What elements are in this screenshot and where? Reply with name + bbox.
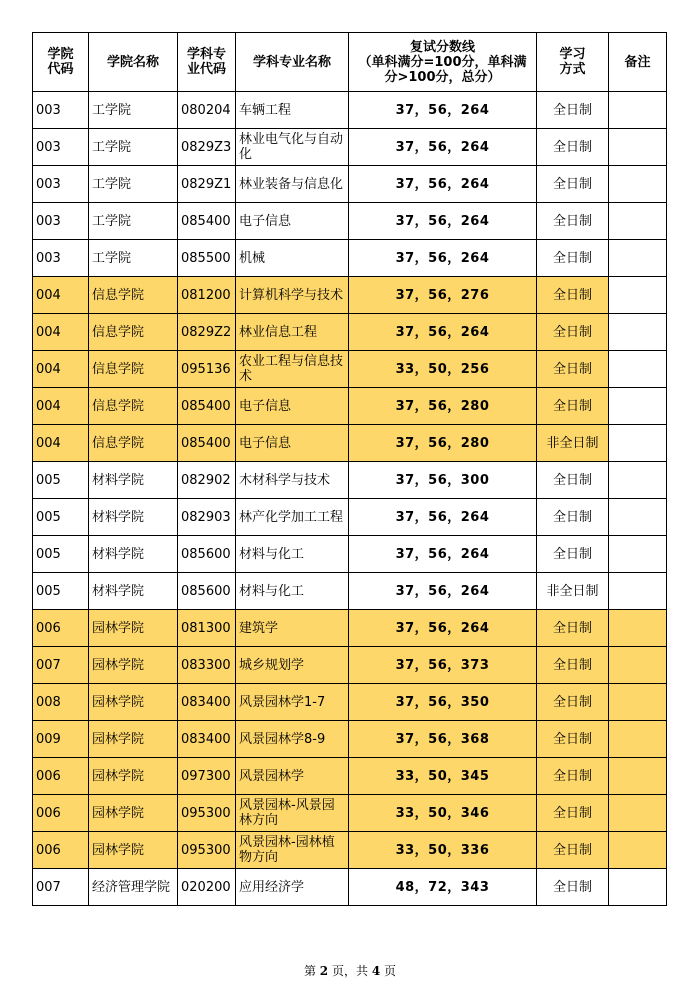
table-row xyxy=(33,425,667,462)
cell-score-line: 48，72，343 xyxy=(349,869,537,906)
cell-major-code: 082903 xyxy=(178,499,236,536)
cell-major-name: 林业电气化与自动化 xyxy=(236,129,349,166)
table-row xyxy=(33,795,667,832)
table-row xyxy=(33,388,667,425)
cell-college-name: 园林学院 xyxy=(89,795,178,832)
cell-note xyxy=(609,536,667,573)
table-row xyxy=(33,129,667,166)
cell-score-line: 37，56，264 xyxy=(349,203,537,240)
header-major-code: 学科专 业代码 xyxy=(178,33,236,92)
cell-college-name: 工学院 xyxy=(89,240,178,277)
cell-note xyxy=(609,869,667,906)
cell-note xyxy=(609,684,667,721)
cell-major-code: 085400 xyxy=(178,388,236,425)
cell-major-code: 083300 xyxy=(178,647,236,684)
cell-college-name: 信息学院 xyxy=(89,314,178,351)
table-row xyxy=(33,721,667,758)
cell-major-name: 风景园林学1-7 xyxy=(236,684,349,721)
cell-college-code: 004 xyxy=(33,351,89,388)
cell-college-code: 005 xyxy=(33,573,89,610)
cell-college-code: 005 xyxy=(33,462,89,499)
cell-college-name: 园林学院 xyxy=(89,832,178,869)
cell-note xyxy=(609,277,667,314)
cell-score-line: 37，56，264 xyxy=(349,129,537,166)
header-major-name: 学科专业名称 xyxy=(236,33,349,92)
cell-note xyxy=(609,92,667,129)
cell-major-name: 车辆工程 xyxy=(236,92,349,129)
cell-major-code: 081300 xyxy=(178,610,236,647)
table-body xyxy=(33,92,667,906)
cell-major-code: 0829Z1 xyxy=(178,166,236,203)
cell-college-name: 信息学院 xyxy=(89,351,178,388)
cell-college-code: 007 xyxy=(33,869,89,906)
cell-college-name: 材料学院 xyxy=(89,462,178,499)
cell-major-code: 0829Z2 xyxy=(178,314,236,351)
cell-college-name: 经济管理学院 xyxy=(89,869,178,906)
cell-major-name: 应用经济学 xyxy=(236,869,349,906)
cell-note xyxy=(609,758,667,795)
cell-major-name: 林业装备与信息化 xyxy=(236,166,349,203)
cell-major-code: 083400 xyxy=(178,684,236,721)
cell-note xyxy=(609,795,667,832)
cell-major-name: 林业信息工程 xyxy=(236,314,349,351)
cell-note xyxy=(609,240,667,277)
cell-study-mode: 全日制 xyxy=(537,129,609,166)
footer-middle: 页，共 xyxy=(331,964,368,978)
cell-college-code: 003 xyxy=(33,240,89,277)
cell-score-line: 37，56，264 xyxy=(349,610,537,647)
cell-study-mode: 全日制 xyxy=(537,314,609,351)
cell-college-name: 园林学院 xyxy=(89,684,178,721)
cell-college-name: 园林学院 xyxy=(89,758,178,795)
cell-major-name: 电子信息 xyxy=(236,203,349,240)
score-table xyxy=(32,32,667,906)
table-row xyxy=(33,499,667,536)
cell-major-name: 风景园林-风景园林方向 xyxy=(236,795,349,832)
cell-major-name: 材料与化工 xyxy=(236,536,349,573)
cell-study-mode: 全日制 xyxy=(537,647,609,684)
cell-study-mode: 全日制 xyxy=(537,610,609,647)
table-row xyxy=(33,203,667,240)
cell-score-line: 37，56，280 xyxy=(349,425,537,462)
table-row xyxy=(33,277,667,314)
cell-major-code: 085400 xyxy=(178,425,236,462)
table-row xyxy=(33,314,667,351)
cell-college-code: 006 xyxy=(33,795,89,832)
cell-score-line: 37，56，264 xyxy=(349,314,537,351)
table-row xyxy=(33,462,667,499)
cell-major-name: 风景园林-园林植物方向 xyxy=(236,832,349,869)
header-college-name: 学院名称 xyxy=(89,33,178,92)
cell-study-mode: 全日制 xyxy=(537,203,609,240)
cell-major-name: 农业工程与信息技术 xyxy=(236,351,349,388)
cell-major-code: 095136 xyxy=(178,351,236,388)
table-row xyxy=(33,536,667,573)
cell-major-name: 风景园林学 xyxy=(236,758,349,795)
cell-college-name: 信息学院 xyxy=(89,388,178,425)
footer-prefix: 第 xyxy=(303,964,316,978)
cell-college-name: 园林学院 xyxy=(89,721,178,758)
cell-score-line: 37，56，264 xyxy=(349,536,537,573)
table-row xyxy=(33,610,667,647)
header-note: 备注 xyxy=(609,33,667,92)
cell-college-code: 003 xyxy=(33,92,89,129)
cell-score-line: 33，50，345 xyxy=(349,758,537,795)
cell-study-mode: 全日制 xyxy=(537,499,609,536)
cell-major-code: 0829Z3 xyxy=(178,129,236,166)
header-score-line: 复试分数线 （单科满分=100分，单科满 分>100分，总分） xyxy=(349,33,537,92)
cell-college-code: 004 xyxy=(33,314,89,351)
cell-score-line: 37，56，264 xyxy=(349,499,537,536)
cell-college-name: 园林学院 xyxy=(89,647,178,684)
cell-score-line: 33，50，256 xyxy=(349,351,537,388)
cell-score-line: 37，56，373 xyxy=(349,647,537,684)
cell-major-code: 085600 xyxy=(178,536,236,573)
cell-note xyxy=(609,425,667,462)
cell-note xyxy=(609,388,667,425)
cell-score-line: 37，56，264 xyxy=(349,240,537,277)
cell-major-name: 木材科学与技术 xyxy=(236,462,349,499)
cell-study-mode: 全日制 xyxy=(537,166,609,203)
cell-college-code: 003 xyxy=(33,129,89,166)
cell-major-code: 020200 xyxy=(178,869,236,906)
footer-page-number: 2 xyxy=(319,964,329,978)
cell-study-mode: 全日制 xyxy=(537,758,609,795)
table-row xyxy=(33,92,667,129)
cell-college-name: 工学院 xyxy=(89,92,178,129)
cell-college-code: 006 xyxy=(33,610,89,647)
cell-major-code: 095300 xyxy=(178,832,236,869)
cell-score-line: 37，56，280 xyxy=(349,388,537,425)
cell-college-name: 材料学院 xyxy=(89,573,178,610)
header-study-mode: 学习 方式 xyxy=(537,33,609,92)
cell-college-code: 007 xyxy=(33,647,89,684)
cell-major-name: 电子信息 xyxy=(236,425,349,462)
cell-study-mode: 全日制 xyxy=(537,351,609,388)
cell-college-code: 009 xyxy=(33,721,89,758)
cell-major-code: 082902 xyxy=(178,462,236,499)
cell-college-code: 006 xyxy=(33,758,89,795)
table-row xyxy=(33,684,667,721)
cell-college-code: 003 xyxy=(33,166,89,203)
cell-study-mode: 全日制 xyxy=(537,277,609,314)
cell-college-code: 008 xyxy=(33,684,89,721)
cell-score-line: 33，50，346 xyxy=(349,795,537,832)
cell-college-name: 工学院 xyxy=(89,166,178,203)
cell-major-code: 095300 xyxy=(178,795,236,832)
cell-score-line: 37，56，350 xyxy=(349,684,537,721)
cell-major-code: 081200 xyxy=(178,277,236,314)
table-row xyxy=(33,351,667,388)
cell-study-mode: 全日制 xyxy=(537,536,609,573)
footer-suffix: 页 xyxy=(384,964,397,978)
cell-study-mode: 全日制 xyxy=(537,869,609,906)
cell-score-line: 33，50，336 xyxy=(349,832,537,869)
page-footer xyxy=(0,962,700,979)
cell-major-name: 风景园林学8-9 xyxy=(236,721,349,758)
cell-college-code: 004 xyxy=(33,425,89,462)
cell-college-code: 005 xyxy=(33,499,89,536)
cell-study-mode: 全日制 xyxy=(537,462,609,499)
cell-major-code: 097300 xyxy=(178,758,236,795)
table-row xyxy=(33,647,667,684)
cell-study-mode: 全日制 xyxy=(537,832,609,869)
cell-college-code: 005 xyxy=(33,536,89,573)
cell-score-line: 37，56，264 xyxy=(349,92,537,129)
cell-note xyxy=(609,462,667,499)
table-row xyxy=(33,758,667,795)
cell-study-mode: 全日制 xyxy=(537,388,609,425)
cell-major-code: 080204 xyxy=(178,92,236,129)
cell-college-name: 工学院 xyxy=(89,129,178,166)
table-row xyxy=(33,573,667,610)
cell-major-name: 计算机科学与技术 xyxy=(236,277,349,314)
cell-major-code: 083400 xyxy=(178,721,236,758)
cell-college-name: 工学院 xyxy=(89,203,178,240)
header-college-code: 学院 代码 xyxy=(33,33,89,92)
cell-college-name: 园林学院 xyxy=(89,610,178,647)
cell-major-name: 林产化学加工工程 xyxy=(236,499,349,536)
cell-score-line: 37，56，368 xyxy=(349,721,537,758)
cell-note xyxy=(609,573,667,610)
cell-study-mode: 全日制 xyxy=(537,684,609,721)
cell-study-mode: 全日制 xyxy=(537,795,609,832)
cell-score-line: 37，56，276 xyxy=(349,277,537,314)
cell-study-mode: 非全日制 xyxy=(537,425,609,462)
cell-note xyxy=(609,203,667,240)
table-header-row xyxy=(33,33,667,92)
cell-college-name: 材料学院 xyxy=(89,536,178,573)
cell-note xyxy=(609,721,667,758)
cell-major-code: 085500 xyxy=(178,240,236,277)
cell-major-name: 机械 xyxy=(236,240,349,277)
cell-note xyxy=(609,832,667,869)
cell-note xyxy=(609,129,667,166)
table-row xyxy=(33,240,667,277)
cell-note xyxy=(609,166,667,203)
cell-college-code: 003 xyxy=(33,203,89,240)
cell-score-line: 37，56，264 xyxy=(349,166,537,203)
cell-major-name: 电子信息 xyxy=(236,388,349,425)
cell-college-code: 004 xyxy=(33,388,89,425)
table-row xyxy=(33,832,667,869)
cell-study-mode: 全日制 xyxy=(537,721,609,758)
cell-study-mode: 全日制 xyxy=(537,92,609,129)
cell-score-line: 37，56，300 xyxy=(349,462,537,499)
cell-major-name: 建筑学 xyxy=(236,610,349,647)
cell-major-code: 085400 xyxy=(178,203,236,240)
cell-college-name: 信息学院 xyxy=(89,425,178,462)
cell-major-name: 材料与化工 xyxy=(236,573,349,610)
cell-study-mode: 全日制 xyxy=(537,240,609,277)
cell-college-code: 004 xyxy=(33,277,89,314)
cell-college-name: 材料学院 xyxy=(89,499,178,536)
cell-note xyxy=(609,499,667,536)
cell-major-code: 085600 xyxy=(178,573,236,610)
cell-note xyxy=(609,610,667,647)
cell-college-code: 006 xyxy=(33,832,89,869)
footer-total-pages: 4 xyxy=(371,964,381,978)
cell-note xyxy=(609,647,667,684)
table-row xyxy=(33,166,667,203)
cell-college-name: 信息学院 xyxy=(89,277,178,314)
table-row xyxy=(33,869,667,906)
cell-major-name: 城乡规划学 xyxy=(236,647,349,684)
cell-score-line: 37，56，264 xyxy=(349,573,537,610)
cell-note xyxy=(609,314,667,351)
cell-note xyxy=(609,351,667,388)
cell-study-mode: 非全日制 xyxy=(537,573,609,610)
